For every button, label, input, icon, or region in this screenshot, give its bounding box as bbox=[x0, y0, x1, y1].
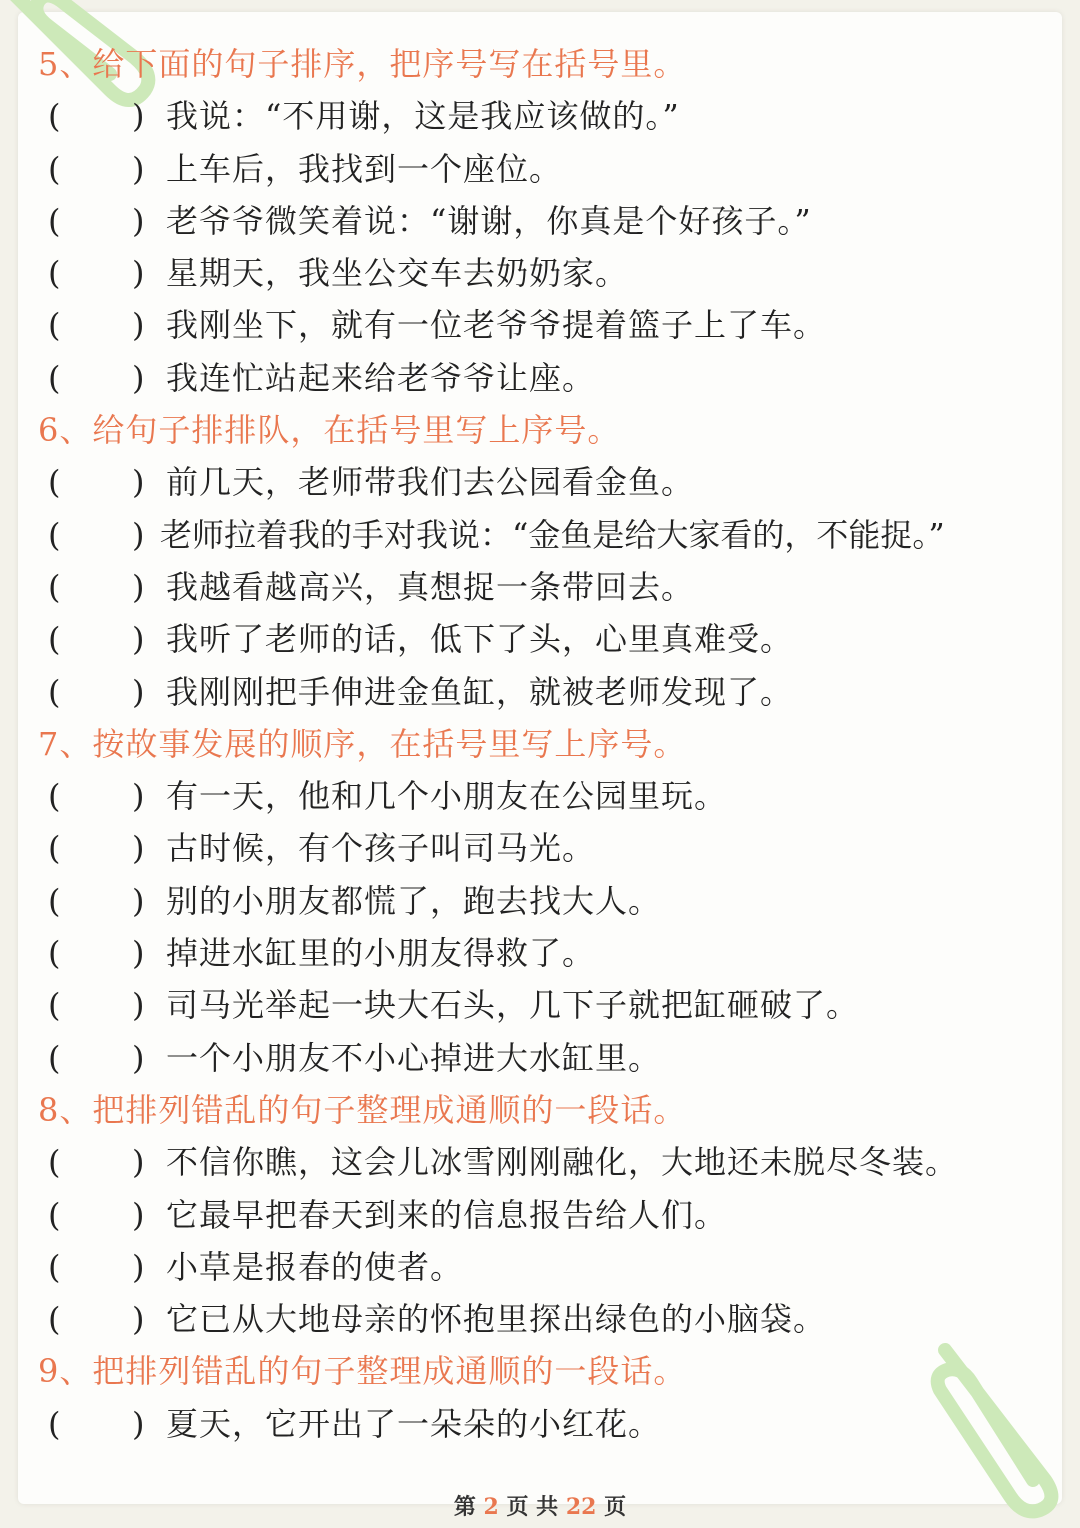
answer-paren-close: ) bbox=[132, 358, 145, 397]
current-page: 2 bbox=[483, 1494, 499, 1520]
answer-paren-open[interactable]: ( bbox=[48, 1195, 61, 1234]
answer-paren-open[interactable]: ( bbox=[48, 463, 61, 502]
answer-paren-open[interactable]: ( bbox=[48, 149, 61, 188]
section-8 bbox=[0, 1084, 1080, 1345]
section-7 bbox=[0, 718, 1080, 1084]
answer-paren-open[interactable]: ( bbox=[48, 1247, 61, 1286]
sentence-text: 我连忙站起来给老爷爷让座。 bbox=[166, 358, 596, 397]
list-item bbox=[0, 509, 1080, 561]
list-item bbox=[0, 1189, 1080, 1241]
answer-paren-open[interactable]: ( bbox=[48, 1143, 61, 1182]
list-item bbox=[0, 770, 1080, 822]
sentence-text: 有一天，他和几个小朋友在公园里玩。 bbox=[166, 777, 728, 816]
total-pages: 22 bbox=[565, 1494, 597, 1520]
answer-paren-open[interactable]: ( bbox=[48, 97, 61, 136]
list-item bbox=[0, 90, 1080, 142]
answer-paren-close: ) bbox=[132, 463, 145, 502]
sentence-text: 老爷爷微笑着说：“谢谢，你真是个好孩子。” bbox=[166, 201, 812, 240]
list-item bbox=[0, 613, 1080, 665]
page-middle: 页 共 bbox=[506, 1494, 559, 1520]
answer-paren-open[interactable]: ( bbox=[48, 1038, 61, 1077]
answer-paren-close: ) bbox=[132, 672, 145, 711]
section-5 bbox=[0, 38, 1080, 404]
answer-paren-close: ) bbox=[132, 986, 145, 1025]
answer-paren-close: ) bbox=[132, 829, 145, 868]
sentence-text: 小草是报春的使者。 bbox=[166, 1247, 464, 1286]
list-item bbox=[0, 927, 1080, 979]
answer-paren-close: ) bbox=[132, 1300, 145, 1339]
list-item bbox=[0, 1032, 1080, 1084]
sentence-text: 我刚坐下，就有一位老爷爷提着篮子上了车。 bbox=[166, 306, 827, 345]
answer-paren-open[interactable]: ( bbox=[48, 254, 61, 293]
list-item bbox=[0, 666, 1080, 718]
list-item bbox=[0, 875, 1080, 927]
sentence-text: 我越看越高兴，真想捉一条带回去。 bbox=[166, 567, 695, 606]
list-item bbox=[0, 822, 1080, 874]
answer-paren-open[interactable]: ( bbox=[48, 829, 61, 868]
answer-paren-open[interactable]: ( bbox=[48, 567, 61, 606]
section-heading: 9、把排列错乱的句子整理成通顺的一段话。 bbox=[38, 1352, 687, 1391]
answer-paren-close: ) bbox=[132, 149, 145, 188]
answer-paren-open[interactable]: ( bbox=[48, 934, 61, 973]
answer-paren-close: ) bbox=[132, 1195, 145, 1234]
list-item bbox=[0, 1293, 1080, 1345]
list-item bbox=[0, 979, 1080, 1031]
answer-paren-open[interactable]: ( bbox=[48, 881, 61, 920]
answer-paren-open[interactable]: ( bbox=[48, 201, 61, 240]
sentence-text: 我刚刚把手伸进金鱼缸，就被老师发现了。 bbox=[166, 672, 794, 711]
section-heading: 8、把排列错乱的句子整理成通顺的一段话。 bbox=[38, 1090, 687, 1129]
section-6 bbox=[0, 404, 1080, 718]
answer-paren-close: ) bbox=[132, 97, 145, 136]
answer-paren-open[interactable]: ( bbox=[48, 1404, 61, 1443]
list-item bbox=[0, 195, 1080, 247]
list-item bbox=[0, 247, 1080, 299]
answer-paren-close: ) bbox=[132, 1143, 145, 1182]
sentence-text: 别的小朋友都慌了，跑去找大人。 bbox=[166, 881, 662, 920]
answer-paren-close: ) bbox=[132, 777, 145, 816]
answer-paren-open[interactable]: ( bbox=[48, 672, 61, 711]
list-item bbox=[0, 1241, 1080, 1293]
answer-paren-open[interactable]: ( bbox=[48, 515, 61, 554]
answer-paren-open[interactable]: ( bbox=[48, 358, 61, 397]
list-item bbox=[0, 456, 1080, 508]
answer-paren-close: ) bbox=[132, 567, 145, 606]
list-item bbox=[0, 143, 1080, 195]
page-suffix: 页 bbox=[604, 1494, 627, 1520]
section-heading: 6、给句子排排队，在括号里写上序号。 bbox=[38, 411, 621, 450]
worksheet-content bbox=[0, 38, 1080, 1450]
section-heading: 7、按故事发展的顺序，在括号里写上序号。 bbox=[38, 724, 687, 763]
page-prefix: 第 bbox=[453, 1494, 476, 1520]
answer-paren-open[interactable]: ( bbox=[48, 777, 61, 816]
sentence-text: 司马光举起一块大石头，几下子就把缸砸破了。 bbox=[166, 986, 860, 1025]
sentence-text: 上车后，我找到一个座位。 bbox=[166, 149, 563, 188]
list-item bbox=[0, 1136, 1080, 1188]
sentence-text: 掉进水缸里的小朋友得救了。 bbox=[166, 934, 596, 973]
answer-paren-close: ) bbox=[132, 934, 145, 973]
answer-paren-open[interactable]: ( bbox=[48, 1300, 61, 1339]
answer-paren-close: ) bbox=[132, 1038, 145, 1077]
sentence-text: 不信你瞧，这会儿冰雪刚刚融化，大地还未脱尽冬装。 bbox=[166, 1143, 959, 1182]
answer-paren-close: ) bbox=[132, 881, 145, 920]
sentence-text: 一个小朋友不小心掉进大水缸里。 bbox=[166, 1038, 662, 1077]
sentence-text: 我听了老师的话，低下了头，心里真难受。 bbox=[166, 620, 794, 659]
list-item bbox=[0, 299, 1080, 351]
answer-paren-close: ) bbox=[132, 306, 145, 345]
list-item bbox=[0, 561, 1080, 613]
answer-paren-close: ) bbox=[132, 620, 145, 659]
sentence-text: 老师拉着我的手对我说：“金鱼是给大家看的，不能捉。” bbox=[160, 515, 945, 554]
answer-paren-open[interactable]: ( bbox=[48, 620, 61, 659]
sentence-text: 它最早把春天到来的信息报告给人们。 bbox=[166, 1195, 728, 1234]
answer-paren-close: ) bbox=[132, 515, 145, 554]
sentence-text: 古时候，有个孩子叫司马光。 bbox=[166, 829, 596, 868]
answer-paren-open[interactable]: ( bbox=[48, 986, 61, 1025]
answer-paren-close: ) bbox=[132, 201, 145, 240]
sentence-text: 夏天，它开出了一朵朵的小红花。 bbox=[166, 1404, 662, 1443]
section-heading: 5、给下面的句子排序，把序号写在括号里。 bbox=[38, 45, 687, 83]
list-item bbox=[0, 352, 1080, 404]
sentence-text: 前几天，老师带我们去公园看金鱼。 bbox=[166, 463, 695, 502]
sentence-text: 我说：“不用谢，这是我应该做的。” bbox=[166, 97, 680, 136]
answer-paren-close: ) bbox=[132, 1404, 145, 1443]
answer-paren-open[interactable]: ( bbox=[48, 306, 61, 345]
section-9 bbox=[0, 1345, 1080, 1450]
page-number bbox=[0, 1490, 1080, 1521]
sentence-text: 它已从大地母亲的怀抱里探出绿色的小脑袋。 bbox=[166, 1300, 827, 1339]
answer-paren-close: ) bbox=[132, 1247, 145, 1286]
sentence-text: 星期天，我坐公交车去奶奶家。 bbox=[166, 254, 629, 293]
list-item bbox=[0, 1398, 1080, 1450]
answer-paren-close: ) bbox=[132, 254, 145, 293]
